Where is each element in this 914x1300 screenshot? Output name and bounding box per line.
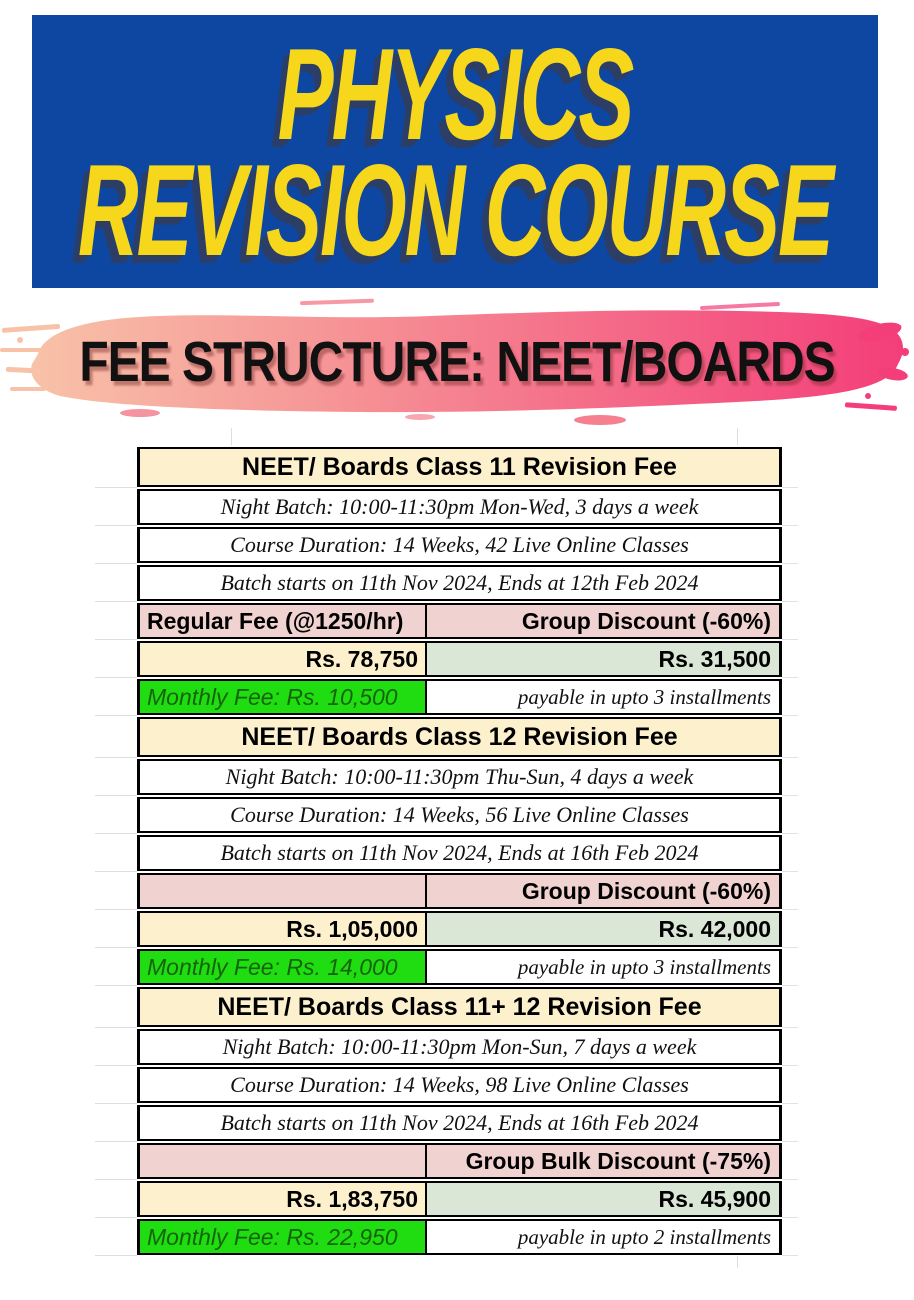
batch-dates: Batch starts on 11th Nov 2024, Ends at 16th Feb 2024	[220, 840, 699, 865]
course-duration: Course Duration: 14 Weeks, 42 Live Online Classes	[230, 532, 689, 557]
discount-fee-value: Rs. 42,000	[427, 913, 779, 945]
fee-table	[137, 447, 782, 1257]
gridline-stub	[231, 428, 232, 445]
table-row	[137, 911, 782, 947]
installments-note: payable in upto 2 installments	[517, 1224, 771, 1249]
table-row	[137, 949, 782, 985]
section-title: NEET/ Boards Class 11 Revision Fee	[140, 449, 779, 485]
monthly-fee: Monthly Fee: Rs. 22,950	[140, 1221, 427, 1253]
discount-fee-value: Rs. 31,500	[427, 643, 779, 675]
table-row	[137, 679, 782, 715]
group-discount-label: Group Discount (-60%)	[427, 875, 779, 907]
gridline-stub	[737, 1256, 738, 1268]
batch-timing: Night Batch: 10:00-11:30pm Thu-Sun, 4 days a week	[225, 764, 694, 789]
installments-note: payable in upto 3 installments	[517, 684, 771, 709]
table-row	[137, 1105, 782, 1141]
regular-fee-label	[140, 1145, 427, 1177]
group-discount-label: Group Bulk Discount (-75%)	[427, 1145, 779, 1177]
regular-fee-label: Regular Fee (@1250/hr)	[140, 605, 427, 637]
table-row	[137, 447, 782, 487]
table-row	[137, 873, 782, 909]
table-row	[137, 489, 782, 525]
title-line-1: PHYSICS	[277, 20, 633, 167]
table-row	[137, 527, 782, 563]
batch-dates: Batch starts on 11th Nov 2024, Ends at 16th Feb 2024	[220, 1110, 699, 1135]
section-title: NEET/ Boards Class 11+ 12 Revision Fee	[140, 989, 779, 1025]
course-duration: Course Duration: 14 Weeks, 98 Live Online Classes	[230, 1072, 689, 1097]
table-row	[137, 1143, 782, 1179]
fee-section-class-11	[137, 447, 782, 715]
title-line-2: REVISION COURSE	[77, 136, 833, 283]
regular-fee-value: Rs. 1,05,000	[140, 913, 427, 945]
fee-banner	[0, 292, 914, 437]
batch-dates: Batch starts on 11th Nov 2024, Ends at 12th Feb 2024	[220, 570, 699, 595]
table-row	[137, 641, 782, 677]
table-row	[137, 603, 782, 639]
table-row	[137, 987, 782, 1027]
table-row	[137, 565, 782, 601]
table-row	[137, 835, 782, 871]
regular-fee-value: Rs. 1,83,750	[140, 1183, 427, 1215]
table-row	[137, 717, 782, 757]
section-title: NEET/ Boards Class 12 Revision Fee	[140, 719, 779, 755]
monthly-fee: Monthly Fee: Rs. 14,000	[140, 951, 427, 983]
batch-timing: Night Batch: 10:00-11:30pm Mon-Sun, 7 days a week	[222, 1034, 697, 1059]
title-banner	[32, 15, 878, 288]
table-row	[137, 797, 782, 833]
monthly-fee: Monthly Fee: Rs. 10,500	[140, 681, 427, 713]
table-row	[137, 1067, 782, 1103]
fee-section-class-11-12	[137, 987, 782, 1255]
regular-fee-value: Rs. 78,750	[140, 643, 427, 675]
fee-section-class-12	[137, 717, 782, 985]
table-row	[137, 759, 782, 795]
table-row	[137, 1219, 782, 1255]
table-row	[137, 1029, 782, 1065]
group-discount-label: Group Discount (-60%)	[427, 605, 779, 637]
fee-banner-title: FEE STRUCTURE: NEET/BOARDS	[79, 330, 835, 394]
gridline-stub	[737, 428, 738, 445]
course-duration: Course Duration: 14 Weeks, 56 Live Online Classes	[230, 802, 689, 827]
table-row	[137, 1181, 782, 1217]
regular-fee-label	[140, 875, 427, 907]
installments-note: payable in upto 3 installments	[517, 954, 771, 979]
batch-timing: Night Batch: 10:00-11:30pm Mon-Wed, 3 days a week	[220, 494, 699, 519]
discount-fee-value: Rs. 45,900	[427, 1183, 779, 1215]
